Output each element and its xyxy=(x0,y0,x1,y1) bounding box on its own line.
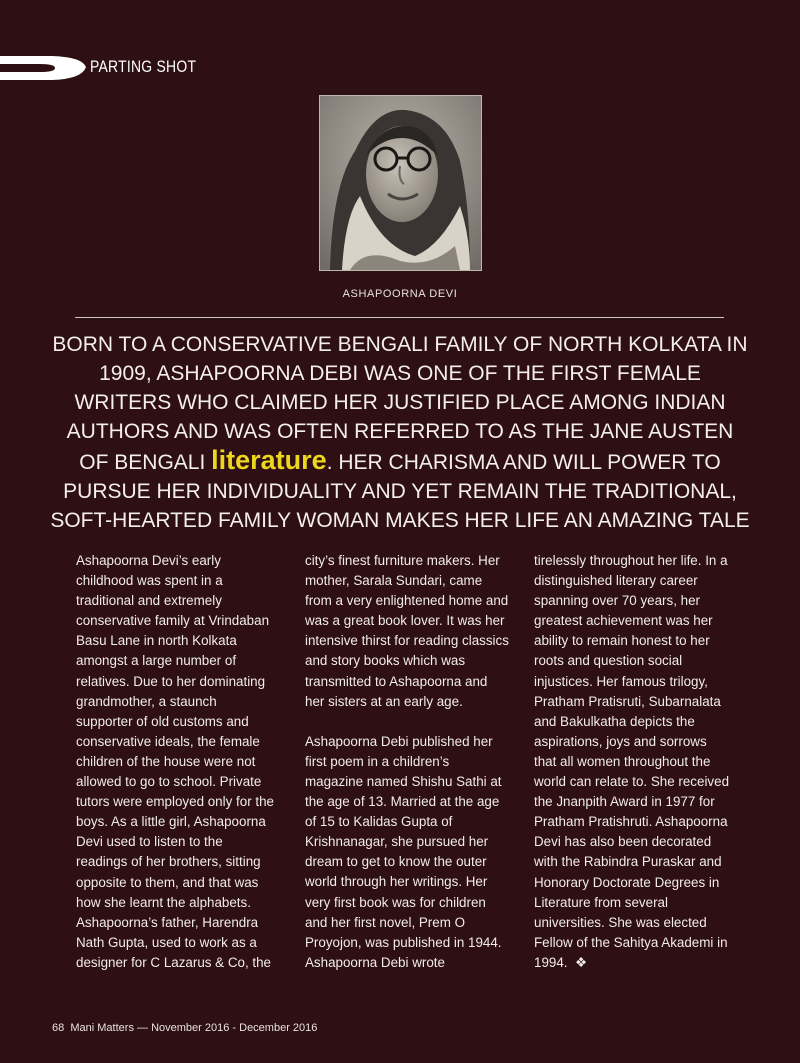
paragraph xyxy=(534,551,730,973)
paragraph: Ashapoorna Devi’s early childhood was spent in a traditional and extremely conservative family at Vrindaban Basu Lane in north Kolkata amongst a large number of relatives. Due to her dominating grandmother, a staunch supporter of old customs and conservative ideals, the female children of the house were not allowed to go to school. Private tutors were employed only for the boys. As a little girl, Ashapoorna Devi used to listen to the readings of her brothers, sitting opposite to them, and that was how she learnt the alphabets. Ashapoorna’s father, Harendra Nath Gupta, used to work as a designer for C Lazarus & Co, the xyxy=(76,553,274,970)
section-label: PARTING SHOT xyxy=(90,57,197,76)
author-portrait xyxy=(319,95,482,271)
pull-quote-end: . HER CHARISMA AND WILL POWER TO PURSUE HER INDIVIDUALITY AND YET REMAIN THE TRADITIONAL, SOFT-HEARTED FAMILY WOMAN MAKES HER LIFE AN AMAZING TALE xyxy=(50,451,750,532)
photo-caption: ASHAPOORNA DEVI xyxy=(342,288,458,300)
paragraph-text: tirelessly throughout her life. In a distinguished literary career spanning over 70 years, her greatest achievement was her ability to remain honest to her roots and question social injustices. Her famous trilogy, Pratham Pratisruti, Subarnalata and Bakulkatha depicts the aspirations, joys and sorrows that all women throughout the world can relate to. She received the Jnanpith Award in 1977 for Pratham Pratishruti. Ashapoorna Devi has also been decorated with the Rabindra Puraskar and Honorary Doctorate Degrees in Literature from several universities. She was elected Fellow of the Sahitya Akademi in 1994. xyxy=(534,553,730,970)
pull-quote-start: BORN TO A CONSERVATIVE BENGALI FAMILY OF NORTH KOLKATA IN 1909, ASHAPOORNA DEBI WAS ONE OF THE FIRST FEMALE WRITERS WHO CLAIMED HER JUSTIFIED PLACE AMONG INDIAN AUTHORS AND WAS OFTEN REFERRED TO AS THE JANE AUSTEN OF BENGALI xyxy=(52,333,748,474)
article-column-2 xyxy=(305,551,510,973)
paragraph: city’s finest furniture makers. Her mother, Sarala Sundari, came from a very enlightened home and was a great book lover. It was her intensive thirst for reading classics and story books which was transmitted to Ashapoorna and her sisters at an early age. xyxy=(305,553,509,709)
end-mark-icon: ❖ xyxy=(574,954,587,970)
paragraph: Ashapoorna Debi published her first poem in a children’s magazine named Shishu Sathi at the age of 13. Married at the age of 15 to Kalidas Gupta of Krishnanagar, she pursued her dream to get to know the outer world through her writings. Her very first book was for children and her first novel, Prem O Proyojon, was published in 1944. Ashapoorna Debi wrote xyxy=(305,733,502,970)
swoosh-icon xyxy=(0,50,100,86)
article-column-3 xyxy=(534,551,730,973)
publication-name: Mani Matters xyxy=(70,1022,134,1034)
pull-quote-highlight: literature xyxy=(211,445,327,475)
page-number: 68 xyxy=(52,1022,65,1034)
page-footer: 68 Mani Matters — November 2016 - December 2016 xyxy=(52,1022,318,1034)
issue-date: November 2016 - December 2016 xyxy=(151,1022,318,1034)
divider xyxy=(75,317,724,318)
pull-quote xyxy=(50,330,750,535)
article-column-1 xyxy=(76,551,276,973)
